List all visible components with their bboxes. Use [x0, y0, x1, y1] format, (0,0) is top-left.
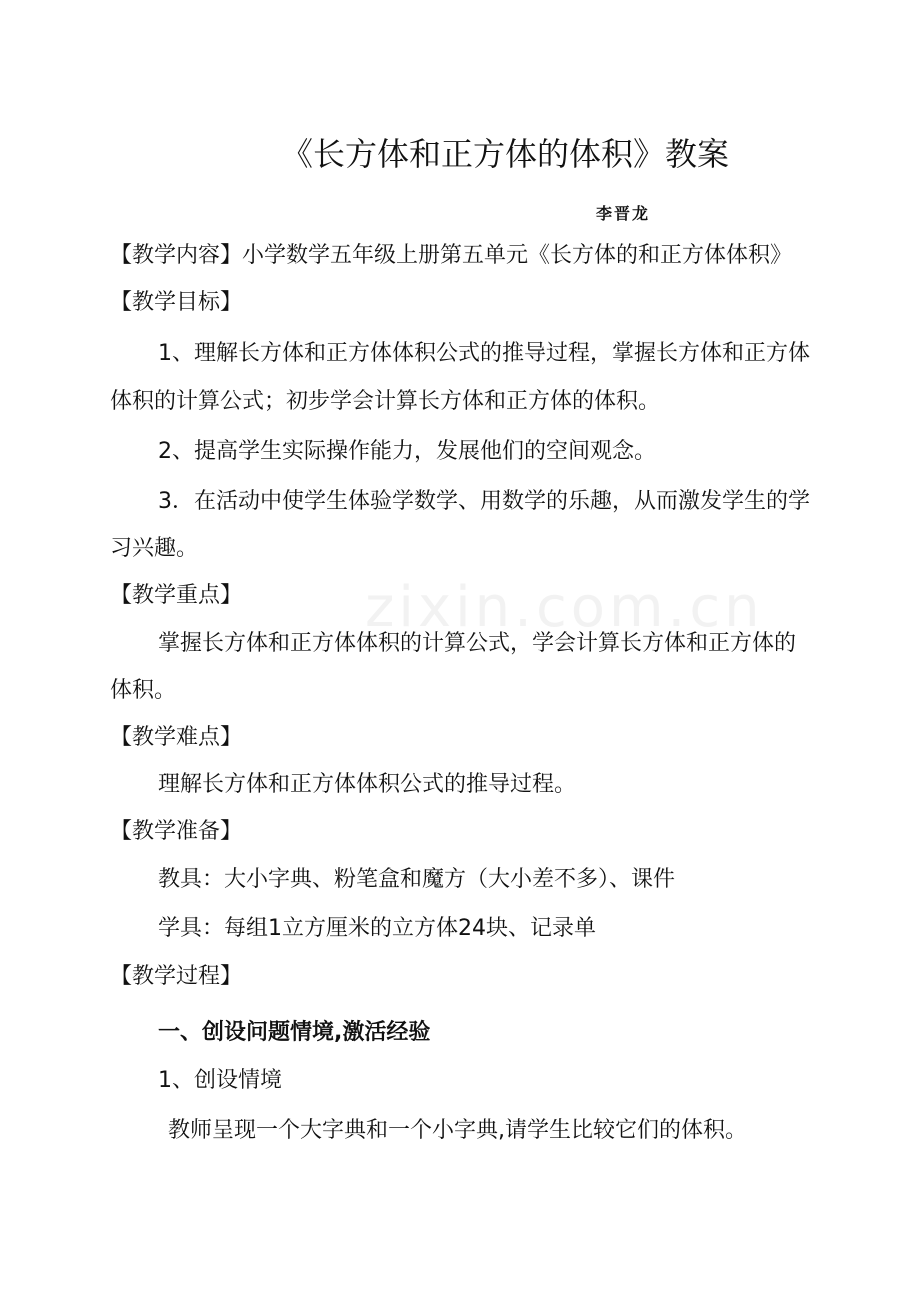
- goal-3-line-2: 习兴趣。: [110, 536, 199, 561]
- key-points-line-1: 掌握长方体和正方体体积的计算公式，学会计算长方体和正方体的: [158, 631, 797, 656]
- key-points-heading: 【教学重点】: [110, 583, 243, 608]
- goal-1-line-1: 1、理解长方体和正方体体积公式的推导过程，掌握长方体和正方体: [158, 341, 810, 366]
- difficulty-heading: 【教学难点】: [110, 725, 243, 750]
- goals-heading: 【教学目标】: [110, 290, 243, 315]
- author-name: 李晋龙: [596, 204, 651, 223]
- content-heading: 【教学内容】小学数学五年级上册第五单元《长方体的和正方体体积》: [110, 243, 793, 268]
- difficulty-text: 理解长方体和正方体体积公式的推导过程。: [158, 772, 577, 797]
- goal-2: 2、提高学生实际操作能力，发展他们的空间观念。: [158, 439, 656, 464]
- watermark: zixin.com.cn: [365, 575, 764, 640]
- process-heading: 【教学过程】: [110, 964, 243, 989]
- document-title: 《长方体和正方体的体积》教案: [280, 135, 729, 173]
- step-1-heading: 1、创设情境: [158, 1068, 282, 1093]
- preparation-heading: 【教学准备】: [110, 819, 243, 844]
- step-1-text: 教师呈现一个大字典和一个小字典,请学生比较它们的体积。: [168, 1118, 747, 1143]
- key-points-line-2: 体积。: [110, 678, 177, 703]
- goal-3-line-1: 3．在活动中使学生体验学数学、用数学的乐趣，从而激发学生的学: [158, 489, 810, 514]
- goal-1-line-2: 体积的计算公式；初步学会计算长方体和正方体的体积。: [110, 389, 661, 414]
- preparation-student-tools: 学具：每组1立方厘米的立方体24块、记录单: [158, 916, 596, 941]
- preparation-teacher-tools: 教具：大小字典、粉笔盒和魔方（大小差不多）、课件: [158, 867, 676, 892]
- section-1-heading: 一、创设问题情境,激活经验: [158, 1020, 431, 1045]
